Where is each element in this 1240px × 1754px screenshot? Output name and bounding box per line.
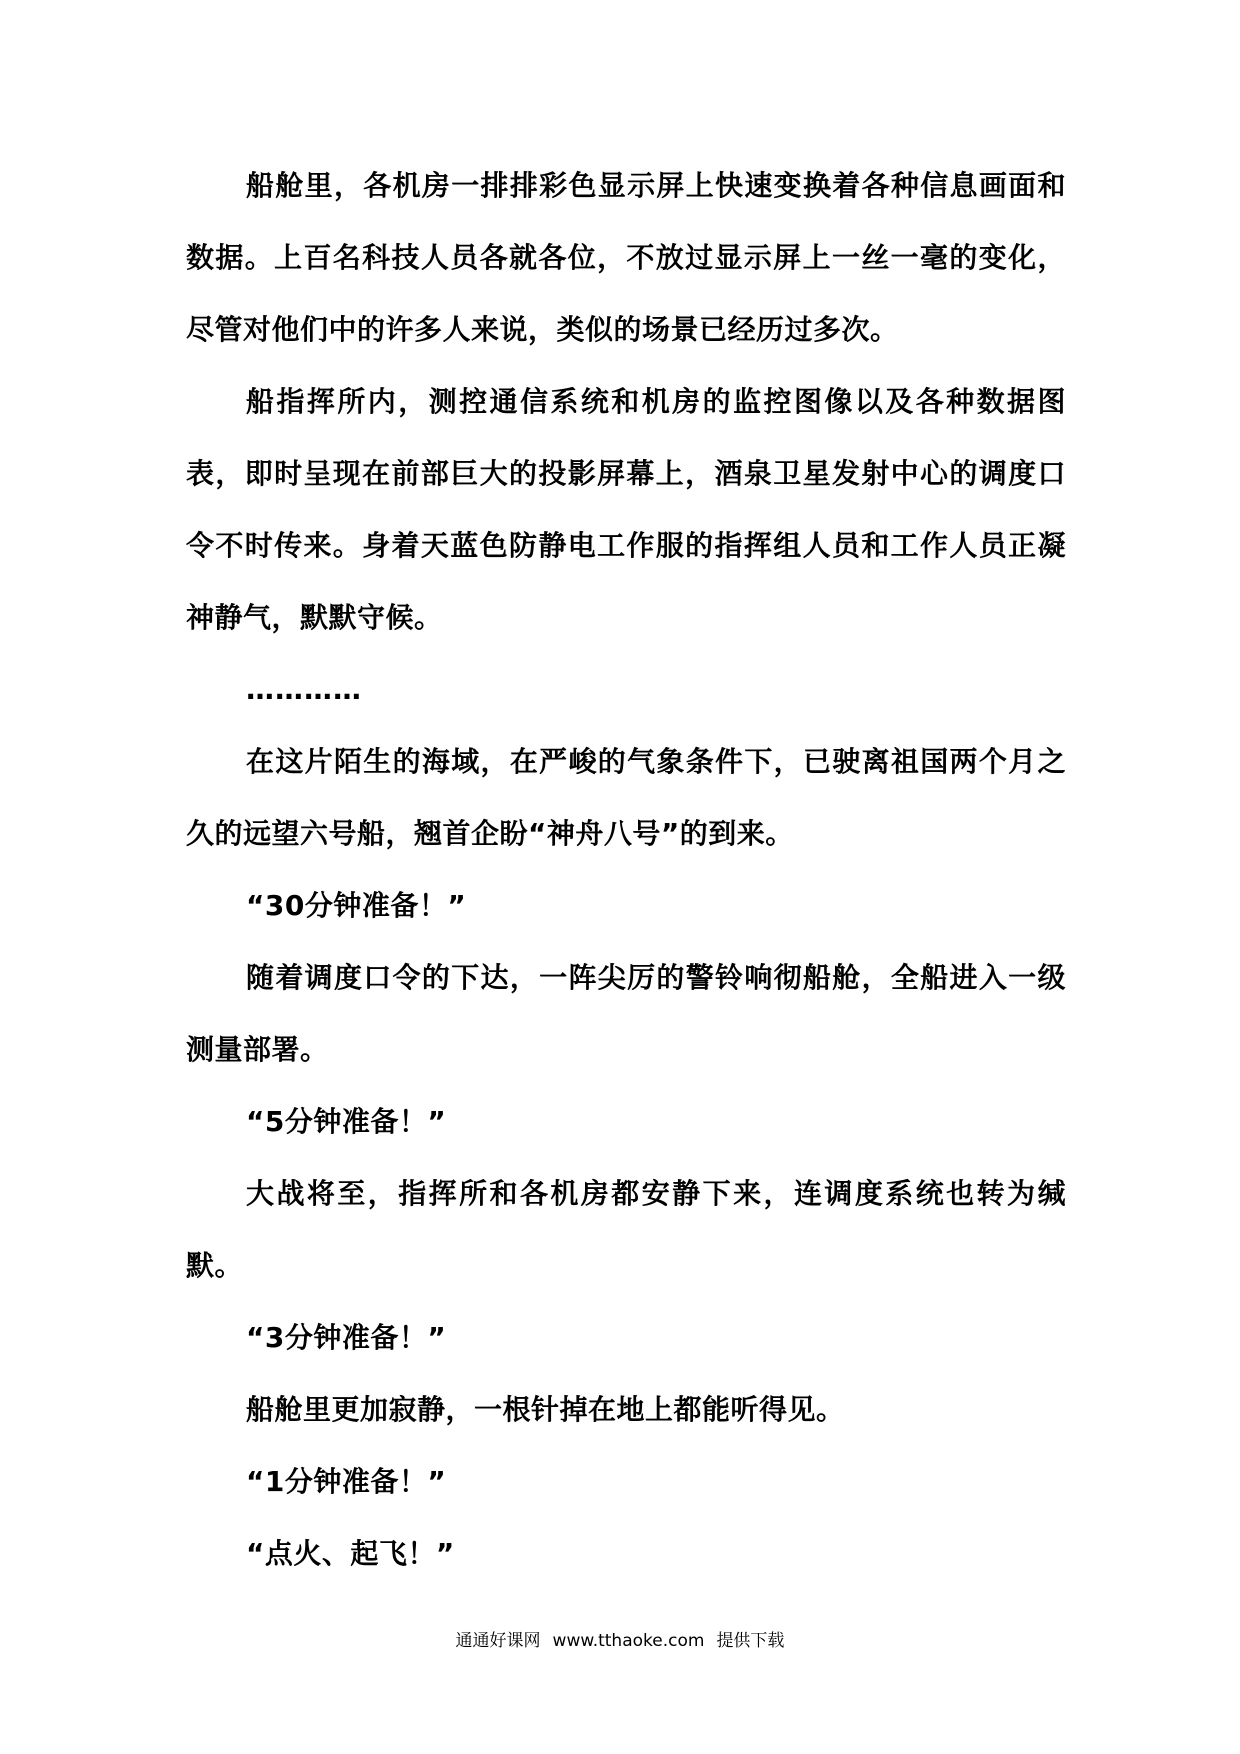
page-footer (0, 1626, 1240, 1651)
paragraph-pin-drop: 船舱里更加寂静，一根针掉在地上都能听得见。 (246, 1393, 845, 1426)
paragraph-alarm: 随着调度口令的下达，一阵尖厉的警铃响彻船舱，全船进入一级测量部署。 (186, 961, 1066, 1066)
paragraph-cabin-screens: 船舱里，各机房一排排彩色显示屏上快速变换着各种信息画面和数据。上百名科技人员各就各位，不放过显示屏上一丝一毫的变化，尽管对他们中的许多人来说，类似的场景已经历过多次。 (186, 169, 1066, 346)
paragraph-ellipsis: ………… (246, 673, 362, 706)
footer-url: www.tthaoke.com (552, 1631, 705, 1651)
footer-suffix: 提供下载 (716, 1631, 785, 1651)
paragraph-command-post: 船指挥所内，测控通信系统和机房的监控图像以及各种数据图表，即时呈现在前部巨大的投影屏幕上，酒泉卫星发射中心的调度口令不时传来。身着天蓝色防静电工作服的指挥组人员和工作人员正凝神静气，默默守候。 (186, 385, 1066, 634)
footer-site-name: 通通好课网 (455, 1631, 541, 1651)
countdown-3-minutes: “3分钟准备！” (246, 1321, 447, 1354)
countdown-30-minutes: “30分钟准备！” (246, 889, 467, 922)
paragraph-sea-waiting: 在这片陌生的海域，在严峻的气象条件下，已驶离祖国两个月之久的远望六号船，翘首企盼“神舟八号”的到来。 (186, 745, 1066, 850)
countdown-1-minute: “1分钟准备！” (246, 1465, 447, 1498)
ignition-liftoff: “点火、起飞！” (246, 1537, 455, 1570)
paragraph-silence: 大战将至，指挥所和各机房都安静下来，连调度系统也转为缄默。 (186, 1177, 1066, 1282)
countdown-5-minutes: “5分钟准备！” (246, 1105, 447, 1138)
document-body (186, 150, 1066, 1590)
